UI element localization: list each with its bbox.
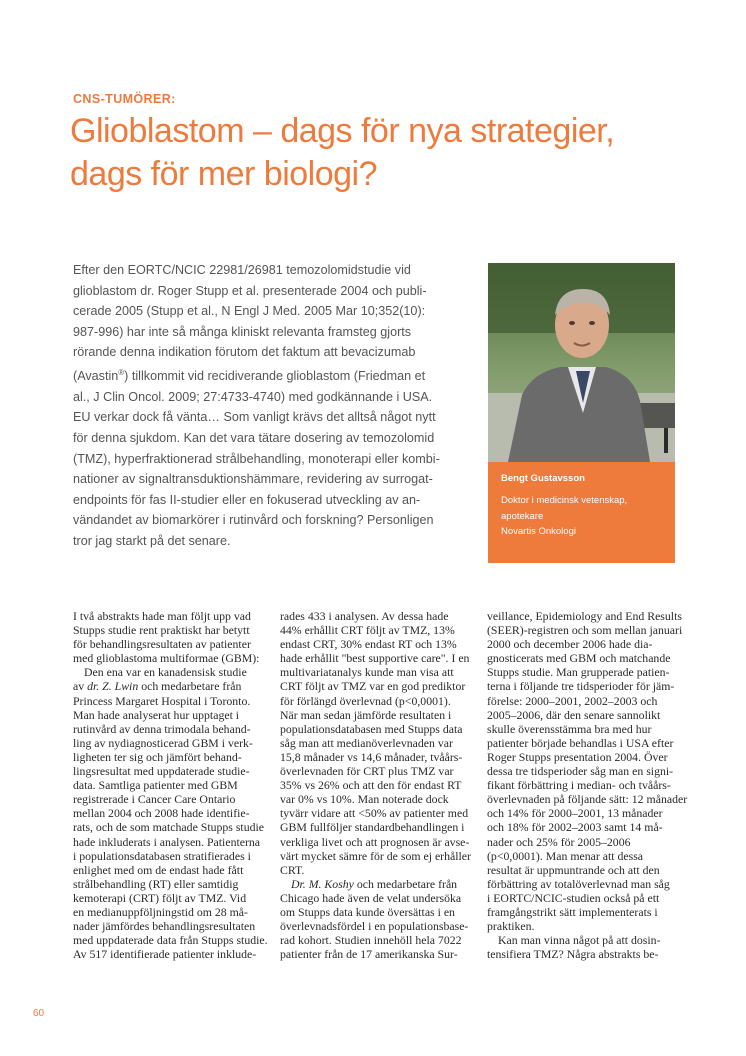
- body-line: Av 517 identifierade patienter inklude-: [73, 947, 257, 962]
- body-line: strålbehandling (RT) eller samtidig: [73, 876, 239, 891]
- body-line: (SEER)-registren och som mellan januari: [487, 623, 683, 638]
- body-line: 2000 och december 2006 hade dia-: [487, 637, 653, 652]
- intro-line: (Avastin®) tillkommit vid recidiverande glioblastom (Friedman et: [73, 367, 426, 384]
- body-line: rad kohort. Studien innehöll hela 7022: [280, 933, 462, 948]
- body-line: om Stupps data kunde översättas i en: [280, 904, 455, 919]
- intro-text: tillkommit vid recidiverande glioblastom (Friedman et: [131, 369, 426, 384]
- intro-paragraph: [73, 260, 485, 552]
- body-line: tensifiera TMZ? Några abstrakts be-: [487, 947, 659, 962]
- author-caption: [488, 462, 675, 563]
- body-line: verkliga livet och att prognosen är avse-: [280, 834, 470, 849]
- body-text: och medarbetare från: [138, 679, 242, 694]
- body-line: endast CRT, 30% endast RT och 13%: [280, 637, 457, 652]
- intro-line: nationer av signaltransduktionshämmare, revidering av surrogat-: [73, 472, 433, 487]
- body-line: hade inkluderats i analysen. Patienterna: [73, 834, 261, 849]
- intro-line: Efter den EORTC/NCIC 22981/26981 temozolomidstudie vid: [73, 263, 411, 277]
- intro-line: rörande denna indikation förutom det faktum att bevacizumab: [73, 345, 416, 360]
- body-line: nader jämfördes behandlingsresultaten: [73, 919, 256, 934]
- intro-line: endpoints för fas II-studier eller en fokuserad utveckling av an-: [73, 492, 421, 507]
- author-photo-illustration: [488, 263, 675, 462]
- body-line: Den ena var en kanadensisk studie: [84, 665, 247, 680]
- body-line: framgångstrikt sätt implementerats i: [487, 904, 658, 919]
- body-line: CRT följt av TMZ var en god prediktor: [280, 679, 466, 694]
- body-line: dessa tre tidsperioder såg man en signi-: [487, 764, 674, 779]
- body-line: veillance, Epidemiology and End Results: [487, 609, 682, 623]
- title-line: dags för mer biologi?: [70, 155, 378, 193]
- body-line: (p<0,0001). Man menar att dessa: [487, 848, 644, 863]
- body-column-3: [487, 609, 687, 961]
- body-line: förbättring av totalöverlevnad man såg: [487, 876, 670, 891]
- body-line: [280, 877, 471, 891]
- body-line: Stupps studie rent praktiskt har betytt: [73, 623, 250, 638]
- body-line: mellan 2004 och 2008 hade identifie-: [73, 806, 250, 821]
- body-line: förelse: 2000–2001, 2002–2003 och: [487, 693, 658, 708]
- body-line: Kan man vinna något på att dosin-: [498, 933, 661, 948]
- body-line: överlevnaden för CRT plus TMZ var: [280, 764, 454, 779]
- body-text: och medarbetare från: [353, 876, 458, 891]
- body-line: Roger Stupps presentation 2004. Över: [487, 749, 668, 764]
- body-line: värt mycket sämre för de som ej erhåller: [280, 848, 471, 863]
- body-line: [73, 679, 268, 693]
- body-line: Chicago hade även de velat undersöka: [280, 890, 462, 905]
- body-line: skulle överensstämma bra med hur: [487, 721, 652, 736]
- body-line: 44% erhållit CRT följt av TMZ, 13%: [280, 623, 455, 638]
- intro-line: EU verkar dock få vänta… Som vanligt krävs det alltså något nytt: [73, 410, 436, 425]
- body-line: rades 433 i analysen. Av dessa hade: [280, 609, 449, 623]
- body-line: rutinvård av denna trimodala behand-: [73, 721, 251, 736]
- intro-line: cerade 2005 (Stupp et al., N Engl J Med. 2005 Mar 10;352(10):: [73, 304, 426, 319]
- intro-line: al., J Clin Oncol. 2009; 27:4733-4740) med godkännande i USA.: [73, 389, 433, 404]
- author-description-line: Novartis Onkologi: [501, 526, 576, 537]
- body-text: av: [73, 679, 88, 694]
- body-line: var 0% vs 10%. Man noterade dock: [280, 792, 449, 807]
- body-line: Man hade analyserat hur upptaget i: [73, 707, 240, 722]
- intro-line: 987-996) har inte så många kliniskt relevanta framsteg gjorts: [73, 324, 412, 339]
- body-line: terna i följande tre tidsperioder för jäm-: [487, 679, 675, 694]
- body-line: CRT.: [280, 862, 305, 877]
- body-column-2: [280, 609, 471, 961]
- body-line: Princess Margaret Hospital i Toronto.: [73, 693, 251, 708]
- body-line: 2005–2006, där den senare sannolikt: [487, 707, 661, 722]
- body-line: resultat är uppmuntrande och att den: [487, 862, 660, 877]
- body-line: nader och 25% för 2005–2006: [487, 834, 631, 849]
- body-line: patienter från de 17 amerikanska Sur-: [280, 947, 458, 962]
- body-line: överlevnadsfördel i en populationsbase-: [280, 919, 469, 934]
- intro-line: (TMZ), hyperfraktionerad strålbehandling, monoterapi eller kombi-: [73, 451, 440, 466]
- body-line: 35% vs 26% och att den för endast RT: [280, 778, 462, 793]
- body-line: med glioblastoma multiformae (GBM):: [73, 651, 260, 666]
- body-line: för behandlingsresultaten av patienter: [73, 637, 251, 652]
- title-line: Glioblastom – dags för nya strategier,: [70, 112, 615, 150]
- body-line: fikant förbättring i median- och tvåårs-: [487, 778, 671, 793]
- intro-line: för denna sjukdom. Kan det vara tätare dosering av temozolomid: [73, 430, 435, 445]
- author-reference: Dr. M. Koshy: [291, 876, 354, 891]
- intro-line: glioblastom dr. Roger Stupp et al. presenterade 2004 och publi-: [73, 283, 427, 298]
- body-line: i EORTC/NCIC-studien också på ett: [487, 890, 660, 905]
- body-line: gnosticerats med GBM och matchande: [487, 651, 671, 666]
- body-column-1: [73, 609, 268, 961]
- body-line: och 18% för 2002–2003 samt 14 må-: [487, 820, 663, 835]
- registered-mark: ®: [118, 367, 125, 377]
- body-line: praktiken.: [487, 919, 535, 934]
- body-line: rats, och de som matchade Stupps studie: [73, 820, 265, 835]
- body-line: i populationsdatabasen stratifierades i: [73, 848, 251, 863]
- body-line: 15,8 månader vs 14,6 månader, tvåårs-: [280, 749, 463, 764]
- body-line: GBM fullföljer standardbehandlingen i: [280, 820, 465, 835]
- body-line: en medianuppföljningstid om 28 må-: [73, 904, 248, 919]
- body-line: hade erhållit "best supportive care". I en: [280, 651, 470, 666]
- body-line: populationsdatabasen med Stupps data: [280, 721, 463, 736]
- body-line: kemoterapi (CRT) följt av TMZ. Vid: [73, 890, 247, 905]
- body-line: överlevnaden på följande sätt: 12 månader: [487, 792, 688, 807]
- body-line: för förlängd överlevnad (p<0,0001).: [280, 693, 451, 708]
- body-line: patienter började behandlas i USA efter: [487, 735, 674, 750]
- body-line: såg man att medianöverlevnaden var: [280, 735, 453, 750]
- article-title: [70, 110, 690, 196]
- author-reference: dr. Z. Lwin: [87, 679, 139, 694]
- author-description: [501, 493, 627, 540]
- body-line: ling av nydiagnosticerad GBM i verk-: [73, 735, 253, 750]
- author-description-line: Doktor i medicinsk vetenskap,: [501, 495, 628, 506]
- author-name: Bengt Gustavsson: [501, 473, 585, 484]
- intro-line: vändandet av biomarkörer i rutinvård och forskning? Personligen: [73, 513, 434, 528]
- body-line: multivariatanalys kunde man visa att: [280, 665, 454, 680]
- body-line: lingsresultat med uppdaterade studie-: [73, 764, 250, 779]
- body-line: enlighet med om de endast hade fått: [73, 862, 244, 877]
- body-line: Stupps studie. Man grupperade patien-: [487, 665, 670, 680]
- body-line: data. Samtliga patienter med GBM: [73, 778, 238, 793]
- author-photo: [488, 263, 675, 462]
- body-line: När man sedan jämförde resultaten i: [280, 707, 452, 722]
- intro-text: (Avastin: [73, 369, 119, 384]
- body-line: och 14% för 2000–2001, 13 månader: [487, 806, 663, 821]
- body-line: registrerade i Cancer Care Ontario: [73, 792, 236, 807]
- section-kicker: CNS-TUMÖRER:: [73, 92, 176, 106]
- body-line: tyvärr vidare att <50% av patienter med: [280, 806, 469, 821]
- body-line: med uppdaterade data från Stupps studie.: [73, 933, 268, 948]
- intro-line: tror jag starkt på det senare.: [73, 533, 231, 548]
- body-line: I två abstrakts hade man följt upp vad: [73, 609, 251, 623]
- page-number: 60: [33, 1008, 45, 1019]
- author-description-line: apotekare: [501, 510, 544, 522]
- body-line: ligheten ter sig och jämfört behand-: [73, 749, 242, 764]
